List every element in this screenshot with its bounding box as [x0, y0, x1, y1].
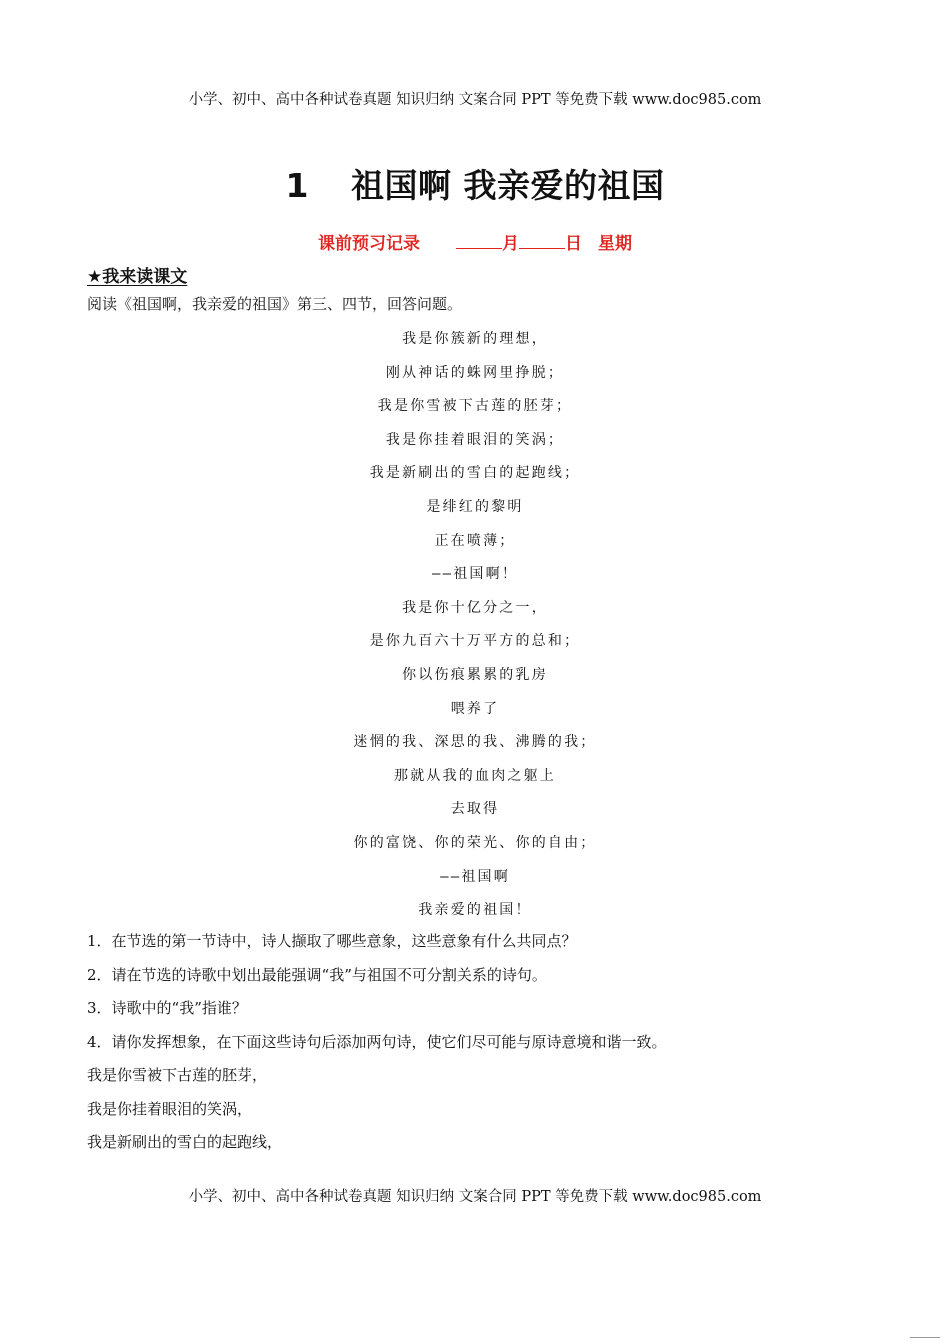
poem-line: 我是新刷出的雪白的起跑线； [369, 465, 581, 482]
poem-line: 正在喷薄； [434, 532, 516, 549]
prompt-line: 我是你挂着眼泪的笑涡， [87, 1099, 253, 1118]
poem-line: 是绯红的黎明 [426, 498, 524, 515]
poem-line: 你以伤痕累累的乳房 [402, 666, 548, 683]
poem-line: 我亲爱的祖国！ [418, 902, 532, 919]
poem-excerpt [0, 324, 950, 929]
lesson-title [0, 160, 950, 207]
question-item: 3．诗歌中的“我”指谁？ [87, 999, 247, 1017]
preview-record-label: 课前预习记录 [318, 234, 420, 254]
poem-line: 喂养了 [450, 700, 500, 717]
corner-rule [910, 1337, 940, 1338]
page-footer: 小学、初中、高中各种试卷真题 知识归纳 文案合同 PPT 等免费下载 www.doc985.com [188, 1189, 762, 1205]
poem-line: 我是你雪被下古莲的胚芽； [377, 398, 573, 415]
preview-record-line [0, 229, 950, 254]
poem-line: 去取得 [450, 801, 500, 818]
day-label: 日 [565, 234, 582, 254]
prompt-lines [87, 1062, 282, 1163]
poem-line: 迷惘的我、深思的我、沸腾的我； [353, 734, 597, 751]
section-heading: ★我来读课文 [87, 267, 188, 287]
poem-line: 我是你挂着眼泪的笑涡； [385, 431, 565, 448]
poem-line: 那就从我的血肉之躯上 [394, 767, 556, 784]
question-list [87, 928, 667, 1062]
poem-line: 我是你簇新的理想， [402, 331, 548, 347]
prompt-line: 我是你雪被下古莲的胚芽， [87, 1066, 268, 1084]
question-item: 1．在节选的第一节诗中，诗人撷取了哪些意象，这些意象有什么共同点？ [87, 932, 577, 950]
prompt-line: 我是新刷出的雪白的起跑线， [87, 1133, 283, 1151]
month-label: 月 [502, 234, 519, 254]
lesson-number: 1 [285, 166, 309, 205]
poem-line: 我是你十亿分之一， [402, 599, 548, 616]
poem-line: ——祖国啊！ [431, 566, 519, 583]
lesson-title-text: 祖国啊 我亲爱的祖国 [350, 166, 665, 205]
poem-line: 刚从神话的蛛网里挣脱； [385, 364, 565, 381]
month-blank [456, 234, 502, 249]
poem-line: 是你九百六十万平方的总和； [369, 633, 581, 650]
question-item: 2．请在节选的诗歌中划出最能强调“我”与祖国不可分割关系的诗句。 [87, 965, 547, 984]
question-item: 4．请你发挥想象，在下面这些诗句后添加两句诗，使它们尽可能与原诗意境和谐一致。 [87, 1032, 667, 1051]
reading-instruction: 阅读《祖国啊，我亲爱的祖国》第三、四节，回答问题。 [87, 295, 463, 313]
page-header: 小学、初中、高中各种试卷真题 知识归纳 文案合同 PPT 等免费下载 www.doc985.com [188, 92, 762, 108]
day-blank [519, 234, 565, 249]
poem-line: 你的富饶、你的荣光、你的自由； [353, 834, 597, 851]
weekday-label: 星期 [598, 234, 632, 254]
poem-line: ——祖国啊 [440, 868, 510, 885]
